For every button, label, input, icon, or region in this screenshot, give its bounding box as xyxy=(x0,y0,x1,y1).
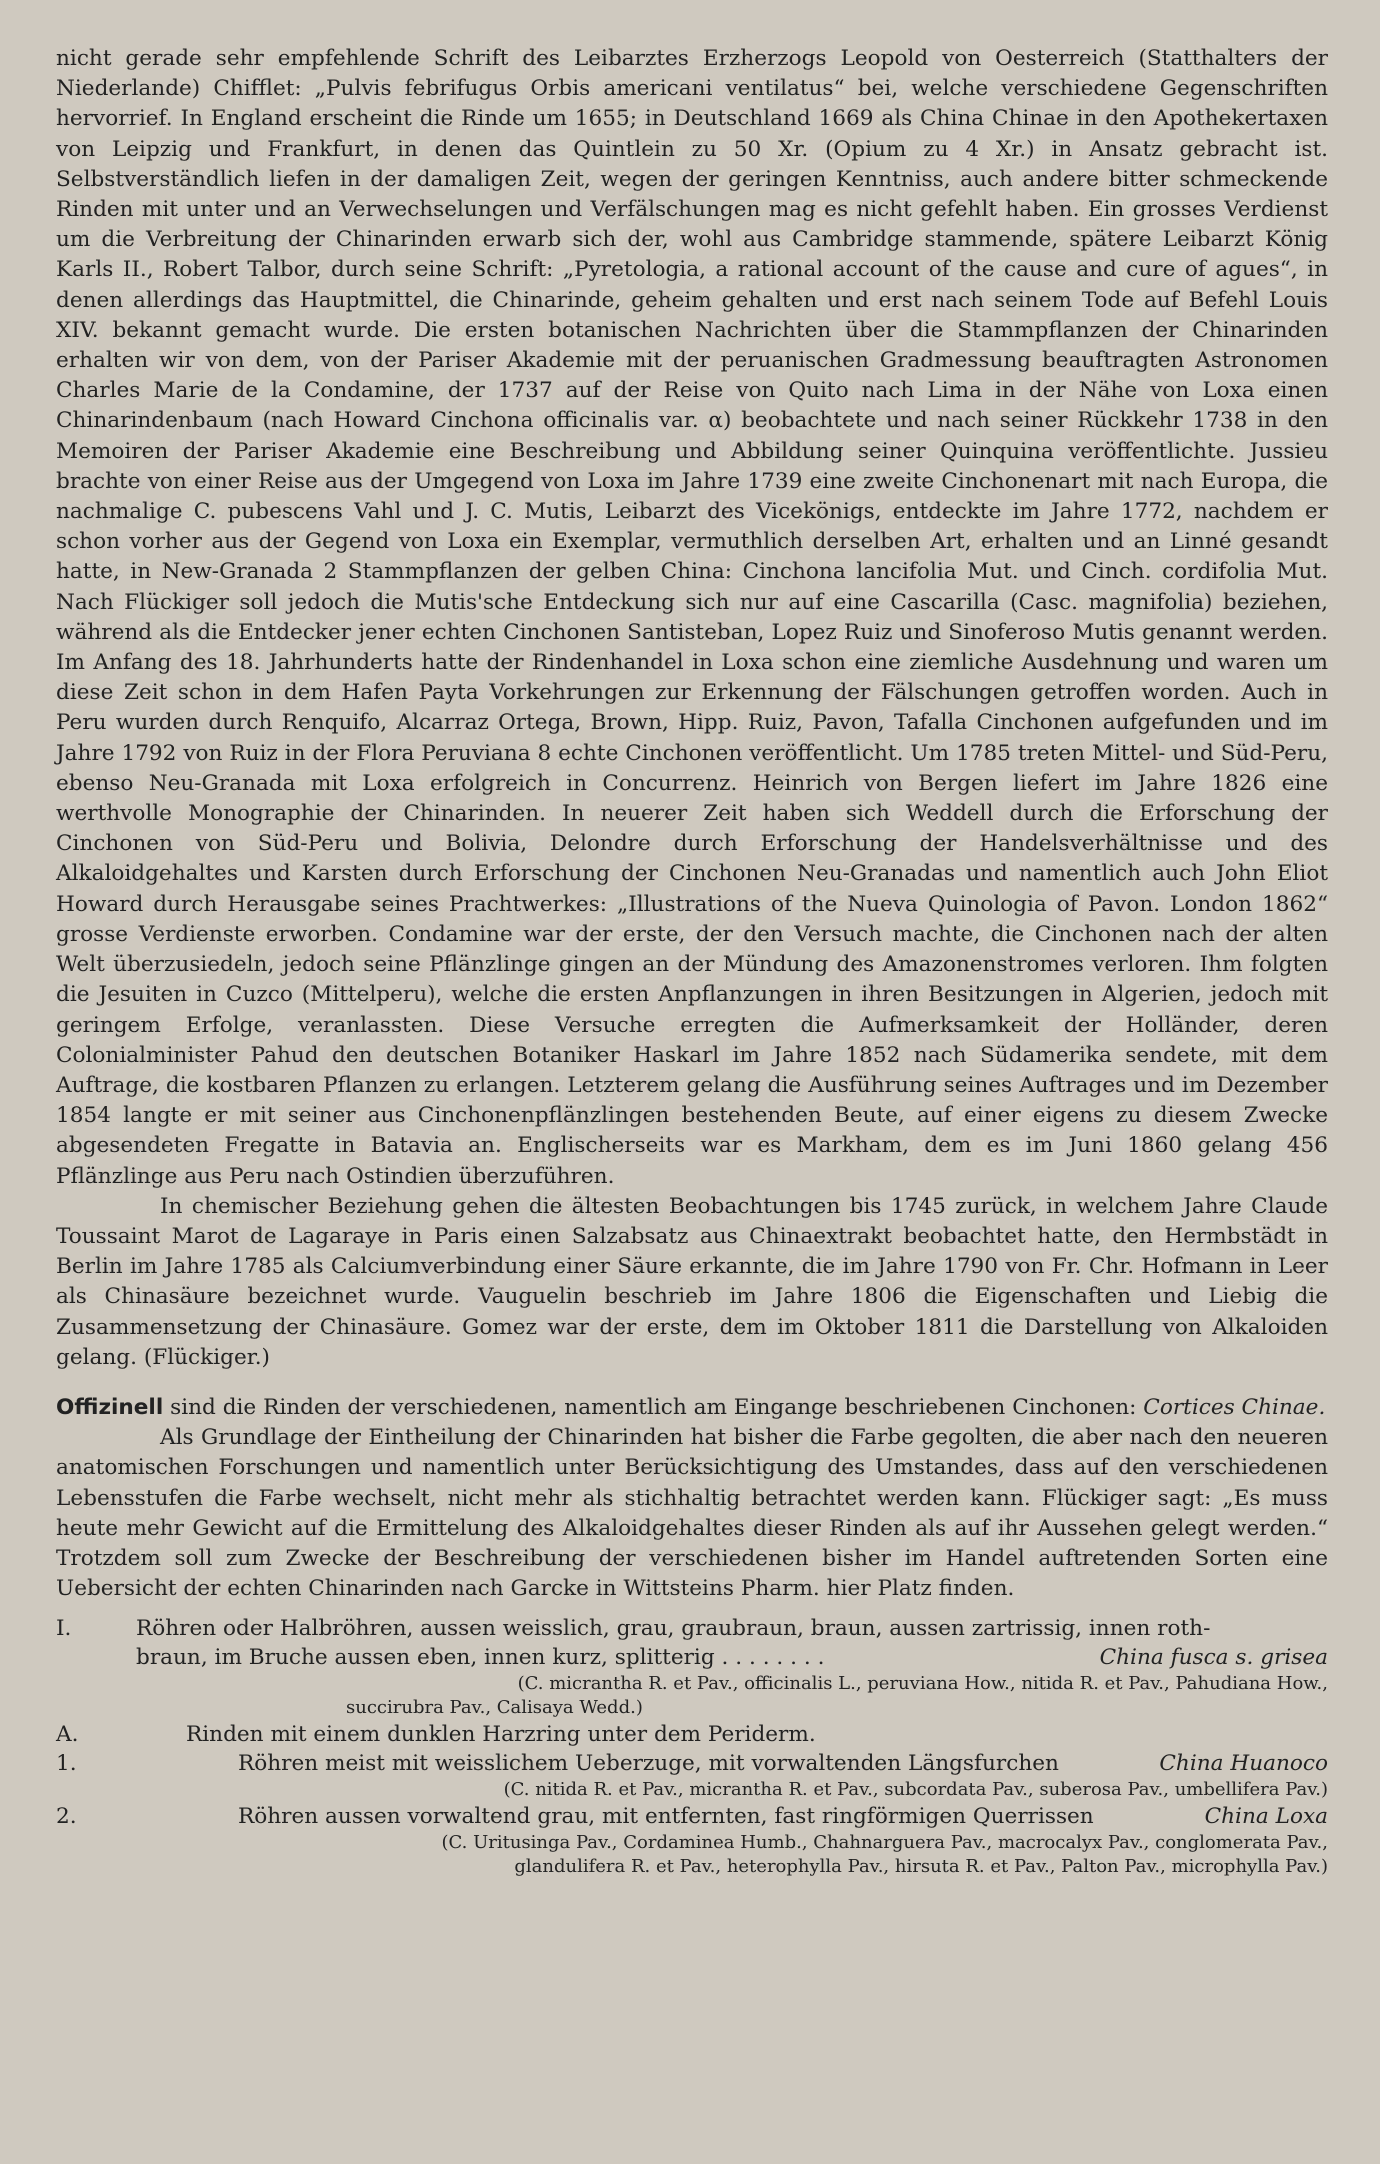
key-drug-name: China Huanoco xyxy=(1159,1751,1328,1777)
key-number: 2. xyxy=(56,1804,77,1830)
key-species: (C. Uritusinga Pav., Cordaminea Humb., Chahnarguera Pav., macrocalyx Pav., conglomerata Pav., xyxy=(441,1832,1328,1854)
key-entry-2 xyxy=(56,1802,1328,1879)
chemistry-paragraph: In chemischer Beziehung gehen die ältesten Beobachtungen bis 1745 zurück, in welchem Jahre Claude Toussaint Marot de Lagaraye in Paris einen Salzabsatz aus Chinaextrakt beobachtet hatte, den Hermbstädt in Berlin im Jahre 1785 als Calciumverbindung einer Säure erkannte, die im Jahre 1790 von Fr. Chr. Hofmann in Leer als Chinasäure bezeichnet wurde. Vauguelin beschrieb im Jahre 1806 die Eigenschaften und Liebig die Zusammensetzung der Chinasäure. Gomez war der erste, dem im Oktober 1811 die Darstellung von Alkaloiden gelang. (Flückiger.) xyxy=(56,1193,1328,1370)
key-number: 1. xyxy=(56,1751,77,1777)
classification-paragraph: Als Grundlage der Eintheilung der Chinarinden hat bisher die Farbe gegolten, die aber nach den neueren anatomischen Forschungen und namentlich unter Berücksichtigung des Umstandes, dass auf den verschiedenen Lebensstufen die Farbe wechselt, nicht mehr als stichhaltig betrachtet werden kann. Flückiger sagt: „Es muss heute mehr Gewicht auf die Ermittelung des Alkaloidgehaltes dieser Rinden als auf ihr Aussehen gelegt werden.“ Trotzdem soll zum Zwecke der Beschreibung der verschiedenen bisher im Handel auftretenden Sorten eine Uebersicht der echten Chinarinden nach Garcke in Wittsteins Pharm. hier Platz finden. xyxy=(56,1425,1328,1602)
offizinell-text: sind die Rinden der verschiedenen, namentlich am Eingange beschriebenen Cinchonen: xyxy=(170,1394,1137,1420)
key-drug-name: China fusca s. grisea xyxy=(1099,1645,1328,1671)
key-entry-A xyxy=(56,1720,1328,1749)
key-text: Röhren aussen vorwaltend grau, mit entfernten, fast ringförmigen Querrissen xyxy=(238,1804,1094,1830)
key-species: succirubra Pav., Calisaya Wedd.) xyxy=(346,1697,643,1719)
offizinell-heading: Offizinell xyxy=(56,1394,164,1420)
key-species: (C. micrantha R. et Pav., officinalis L., peruviana How., nitida R. et Pav., Pahudiana How., xyxy=(517,1673,1328,1695)
key-species: (C. nitida R. et Pav., micrantha R. et Pav., subcordata Pav., suberosa Pav., umbellifera Pav.) xyxy=(503,1779,1328,1801)
key-number: I. xyxy=(56,1616,72,1642)
key-entry-I xyxy=(56,1614,1328,1720)
key-number: A. xyxy=(56,1722,79,1748)
key-species: glandulifera R. et Pav., heterophylla Pav., hirsuta R. et Pav., Palton Pav., microphylla Pav.) xyxy=(514,1856,1328,1878)
offizinell-paragraph xyxy=(56,1393,1328,1423)
key-entry-1 xyxy=(56,1749,1328,1802)
key-text: Röhren meist mit weisslichem Ueberzuge, mit vorwaltenden Längsfurchen xyxy=(238,1751,1059,1777)
offizinell-latin: Cortices Chinae. xyxy=(1143,1394,1326,1420)
key-text: Rinden mit einem dunklen Harzring unter dem Periderm. xyxy=(186,1722,816,1748)
classification-key xyxy=(56,1614,1328,1879)
key-text: Röhren oder Halbröhren, aussen weisslich, grau, graubraun, braun, aussen zartrissig, innen roth- xyxy=(136,1616,1211,1642)
history-paragraph: nicht gerade sehr empfehlende Schrift des Leibarztes Erzherzogs Leopold von Oesterreich (Statthalters der Niederlande) Chifflet: „Pulvis febrifugus Orbis americani ventilatus“ bei, welche verschiedene Gegenschriften hervorrief. In England erscheint die Rinde um 1655; in Deutschland 1669 als China Chinae in den Apothekertaxen von Leipzig und Frankfurt, in denen das Quintlein zu 50 Xr. (Opium zu 4 Xr.) in Ansatz gebracht ist. Selbstverständlich liefen in der damaligen Zeit, wegen der geringen Kenntniss, auch andere bitter schmeckende Rinden mit unter und an Verwechselungen und Verfälschungen mag es nicht gefehlt haben. Ein grosses Verdienst um die Verbreitung der Chinarinden erwarb sich der, wohl aus Cambridge stammende, spätere Leibarzt König Karls II., Robert Talbor, durch seine Schrift: „Pyretologia, a rational account of the cause and cure of agues“, in denen allerdings das Hauptmittel, die Chinarinde, geheim gehalten und erst nach seinem Tode auf Befehl Louis XIV. bekannt gemacht wurde. Die ersten botanischen Nachrichten über die Stammpflanzen der Chinarinden erhalten wir von dem, von der Pariser Akademie mit der peruanischen Gradmessung beauftragten Astronomen Charles Marie de la Condamine, der 1737 auf der Reise von Quito nach Lima in der Nähe von Loxa einen Chinarindenbaum (nach Howard Cinchona officinalis var. α) beobachtete und nach seiner Rückkehr 1738 in den Memoiren der Pariser Akademie eine Beschreibung und Abbildung seiner Quinquina veröffentlichte. Jussieu brachte von einer Reise aus der Umgegend von Loxa im Jahre 1739 eine zweite Cinchonenart mit nach Europa, die nachmalige C. pubescens Vahl und J. C. Mutis, Leibarzt des Vicekönigs, entdeckte im Jahre 1772, nachdem er schon vorher aus der Gegend von Loxa ein Exemplar, vermuthlich derselben Art, erhalten und an Linné gesandt hatte, in New-Granada 2 Stammpflanzen der gelben China: Cinchona lancifolia Mut. und Cinch. cordifolia Mut. Nach Flückiger soll jedoch die Mutis'sche Entdeckung sich nur auf eine Cascarilla (Casc. magnifolia) beziehen, während als die Entdecker jener echten Cinchonen Santisteban, Lopez Ruiz und Sinoferoso Mutis genannt werden. Im Anfang des 18. Jahrhunderts hatte der Rindenhandel in Loxa schon eine ziemliche Ausdehnung und waren um diese Zeit schon in dem Hafen Payta Vorkehrungen zur Erkennung der Fälschungen getroffen worden. Auch in Peru wurden durch Renquifo, Alcarraz Ortega, Brown, Hipp. Ruiz, Pavon, Tafalla Cinchonen aufgefunden und im Jahre 1792 von Ruiz in der Flora Peruviana 8 echte Cinchonen veröffentlicht. Um 1785 treten Mittel- und Süd-Peru, ebenso Neu-Granada mit Loxa erfolgreich in Concurrenz. Heinrich von Bergen liefert im Jahre 1826 eine werthvolle Monographie der Chinarinden. In neuerer Zeit haben sich Weddell durch die Erforschung der Cinchonen von Süd-Peru und Bolivia, Delondre durch Erforschung der Handelsverhältnisse und des Alkaloidgehaltes und Karsten durch Erforschung der Cinchonen Neu-Granadas und namentlich auch John Eliot Howard durch Herausgabe seines Prachtwerkes: „Illustrations of the Nueva Quinologia of Pavon. London 1862“ grosse Verdienste erworben. Condamine war der erste, der den Versuch machte, die Cinchonen nach der alten Welt überzusiedeln, jedoch seine Pflänzlinge gingen an der Mündung des Amazonenstromes verloren. Ihm folgten die Jesuiten in Cuzco (Mittelperu), welche die ersten Anpflanzungen in ihren Besitzungen in Algerien, jedoch mit geringem Erfolge, veranlassten. Diese Versuche erregten die Aufmerksamkeit der Holländer, deren Colonialminister Pahud den deutschen Botaniker Haskarl im Jahre 1852 nach Südamerika sendete, mit dem Auftrage, die kostbaren Pflanzen zu erlangen. Letzterem gelang die Ausführung seines Auftrages und im Dezember 1854 langte er mit seiner aus Cinchonenpflänzlingen bestehenden Beute, auf einer eigens zu diesem Zwecke abgesendeten Fregatte in Batavia an. Englischerseits war es Markham, dem es im Juni 1860 gelang 456 Pflänzlinge aus Peru nach Ostindien überzuführen. xyxy=(56,46,1328,1189)
key-drug-name: China Loxa xyxy=(1204,1804,1328,1830)
key-text: braun, im Bruche aussen eben, innen kurz, splitterig . . . . . . . . xyxy=(136,1645,825,1671)
